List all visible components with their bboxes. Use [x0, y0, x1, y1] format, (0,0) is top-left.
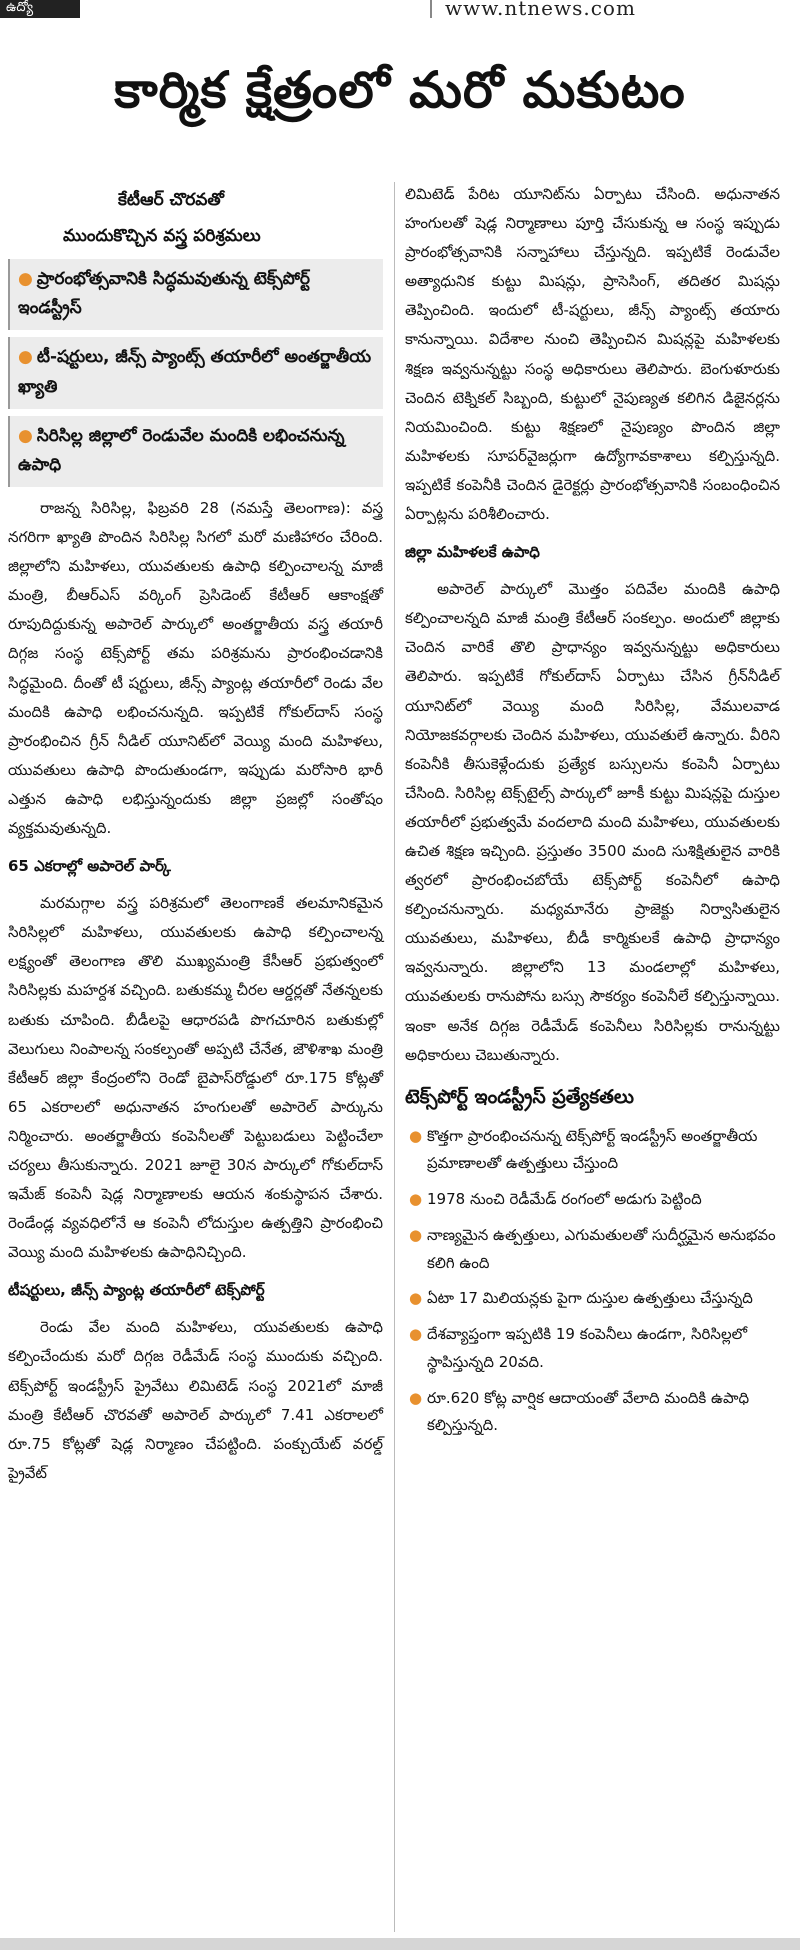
list-item-text: కొత్తగా ప్రారంభించనున్న టెక్స్‌పోర్ట్ ఇండస్ట్రీస్ అంతర్జాతీయ ప్రమాణాలతో ఉత్పత్తులు చేస్తుంది: [427, 1126, 758, 1173]
bullet-icon: ●: [18, 268, 33, 289]
bullet-icon: ●: [18, 425, 33, 446]
bottom-edge-strip: [0, 1938, 800, 1950]
body-paragraph: రాజన్న సిరిసిల్ల, ఫిబ్రవరి 28 (నమస్తే తెలంగాణ): వస్త్ర నగరిగా ఖ్యాతి పొందిన సిరిసిల్ల సిగలో మరో మణిహారం చేరింది. జిల్లాలోని మహిళలు, యువతులకు ఉపాధి కల్పించాలన్న మాజీ మంత్రి, బీఆర్ఎస్ వర్కింగ్ ప్రెసిడెంట్ కేటీఆర్ ఆకాంక్షతో రూపుదిద్దుకున్న అపారెల్ పార్కులో అంతర్జాతీయ వస్త్ర తయారీ దిగ్గజ సంస్థ టెక్స్‌పోర్ట్ తమ పరిశ్రమను ప్రారంభించడానికి సిద్ధమైంది. దీంతో టీ షర్టులు, జీన్స్ ప్యాంట్ల తయారీలో రెండు వేల మందికి ఉపాధి లభించనున్నది. ఇప్పటికే గోకుల్‌దాస్ సంస్థ ప్రారంభించిన గ్రీన్ నీడిల్ యూనిట్‌లో వెయ్యి మంది మహిళలు, యువతులు ఉపాధి పొందుతుండగా, ఇప్పుడు మరోసారి భారీ ఎత్తున ఉపాధి లభిస్తున్నందుకు జిల్లా ప్రజల్లో సంతోషం వ్యక్తమవుతున్నది.: [8, 499, 383, 838]
highlight-text: సిరిసిల్ల జిల్లాలో రెండువేల మందికి లభించనున్న ఉపాధి: [18, 425, 345, 476]
section-subheading: 65 ఎకరాల్లో అపారెల్ పార్క్: [8, 857, 171, 876]
list-item: [405, 1285, 780, 1313]
highlight-box: [8, 259, 383, 331]
kicker-line-2: ముందుకొచ్చిన వస్త్ర పరిశ్రమలు: [63, 225, 261, 246]
kicker-line-1: కేటీఆర్ చొరవతో: [118, 190, 224, 210]
highlight-box: [8, 416, 383, 488]
list-item-text: ఏటా 17 మిలియన్లకు పైగా దుస్తుల ఉత్పత్తులు చేస్తున్నది: [427, 1289, 753, 1308]
list-item-text: దేశవ్యాప్తంగా ఇప్పటికి 19 కంపెనీలు ఉండగా, సిరిసిల్లలో స్థాపిస్తున్నది 20వది.: [427, 1325, 748, 1371]
list-item-text: 1978 నుంచి రెడీమేడ్ రంగంలో అడుగు పెట్టింది: [427, 1190, 702, 1209]
article-headline: కార్మిక క్షేత్రంలో మరో మకుటం: [114, 61, 686, 119]
body-paragraph: మరమగ్గాల వస్త్ర పరిశ్రమలో తెలంగాణకే తలమానికమైన సిరిసిల్లలో మహిళలు, యువతులకు ఉపాధి కల్పించాలన్న లక్ష్యంతో తెలంగాణ తొలి ముఖ్యమంత్రి కేసీఆర్ ప్రభుత్వంలో సిరిసిల్లకు మహర్దశ వచ్చింది. బతుకమ్మ చీరల ఆర్డర్లతో నేతన్నలకు బతుకు చూపింది. బీడీలపై ఆధారపడి పొగచూరిన బతుకుల్లో వెలుగులు నింపాలన్న సంకల్పంతో అప్పటి చేనేత, జౌళిశాఖ మంత్రి కేటీఆర్ జిల్లా కేంద్రంలోని రెండో బైపాస్‌రోడ్డులో రూ.175 కోట్లతో 65 ఎకరాలలో అధునాతన హంగులతో అపారెల్ పార్కును నిర్మించారు. అంతర్జాతీయ కంపెనీలతో పెట్టుబడులు పెట్టించేలా చర్యలు తీసుకున్నారు. 2021 జూలై 30న పార్కులో గోకుల్‌దాస్ ఇమేజ్ కంపెనీ షెడ్ల నిర్మాణాలకు ఆయన శంకుస్థాపన చేశారు. రెండేండ్ల వ్యవధిలోనే ఆ కంపెనీ లోదుస్తుల ఉత్పత్తిని ప్రారంభించి వెయ్యి మంది మహిళలకు ఉపాధినిచ్చింది.: [8, 894, 383, 1262]
features-heading: టెక్స్‌పోర్ట్ ఇండస్ట్రీస్ ప్రత్యేకతలు: [405, 1085, 634, 1108]
section-subheading: టీషర్టులు, జీన్స్ ప్యాంట్ల తయారీలో టెక్స్‌పోర్ట్: [8, 1281, 265, 1300]
body-paragraph: అపారెల్ పార్కులో మొత్తం పదివేల మందికి ఉపాధి కల్పించాలన్నది మాజీ మంత్రి కేటీఆర్ సంకల్పం. అందులో జిల్లాకు చెందిన వారికే తొలి ప్రాధాన్యం ఇవ్వనున్నట్టు అధికారులు తెలిపారు. ఇప్పటికే గోకుల్‌దాస్ ఏర్పాటు చేసిన గ్రీన్‌నీడిల్ యూనిట్‌లో వెయ్యి మంది సిరిసిల్ల, వేములవాడ నియోజకవర్గాలకు చెందిన మహిళలు, యువతులే ఉన్నారు. వీరిని కంపెనీకి తీసుకెళ్లేందుకు ప్రత్యేక బస్సులను కంపెనీ ఏర్పాటు చేసింది. సిరిసిల్ల టెక్స్‌టైల్స్ పార్కులో జూకీ కుట్టు మిషన్లపై దుస్తుల తయారీలో ప్రభుత్వమే వందలాది మంది మహిళలు, యువతులకు ఉచిత శిక్షణ ఇచ్చింది. ప్రస్తుతం 3500 మంది సుశిక్షితులైన వారికి త్వరలో ప్రారంభించబోయే టెక్స్‌పోర్ట్ కంపెనీలో ఉపాధి కల్పించనున్నారు. మధ్యమానేరు ప్రాజెక్టు నిర్వాసితులైన యువతులు, మహిళలు, బీడీ కార్మికులకే ఉపాధి ప్రాధాన్యం ఇవ్వనున్నారు. జిల్లాలోని 13 మండలాల్లో మహిళలు, యువతులకు రానుపోను బస్సు సౌకర్యం కంపెనీలే కల్పిస్తున్నాయి. ఇంకా అనేక దిగ్గజ రెడీమేడ్ కంపెనీలు సిరిసిల్లకు రానున్నట్టు అధికారులు చెబుతున్నారు.: [405, 580, 780, 1064]
section-label: ఉద్యో: [0, 0, 80, 18]
bullet-icon: ●: [409, 1325, 423, 1344]
bullet-icon: ●: [409, 1190, 423, 1209]
list-item-text: నాణ్యమైన ఉత్పత్తులు, ఎగుమతులతో సుదీర్ఘమైన అనుభవం కలిగి ఉంది: [427, 1225, 776, 1272]
bullet-icon: ●: [409, 1126, 423, 1145]
masthead-strip: [0, 0, 800, 18]
masthead-divider: [430, 0, 432, 18]
list-item-text: రూ.620 కోట్ల వార్షిక ఆదాయంతో వేలాది మందికి ఉపాధి కల్పిస్తున్నది.: [427, 1388, 750, 1435]
highlight-text: ప్రారంభోత్సవానికి సిద్ధమవుతున్న టెక్స్‌పోర్ట్ ఇండస్ట్రీస్: [18, 268, 311, 319]
list-item: [405, 1186, 780, 1214]
bullet-icon: ●: [18, 347, 33, 367]
right-column: [405, 180, 780, 1448]
list-item: [405, 1385, 780, 1441]
website-url: www.ntnews.com: [445, 0, 636, 20]
highlight-text: టీ-షర్టులు, జీన్స్ ప్యాంట్స్ తయారీలో అంతర్జాతీయ ఖ్యాతి: [18, 347, 372, 397]
list-item: [405, 1321, 780, 1377]
list-item: [405, 1222, 780, 1278]
column-divider: [394, 182, 395, 1932]
highlight-box: [8, 337, 383, 409]
left-column: [8, 180, 383, 1488]
body-paragraph: రెండు వేల మంది మహిళలు, యువతులకు ఉపాధి కల్పించేందుకు మరో దిగ్గజ రెడీమేడ్ సంస్థ ముందుకు వచ్చింది. టెక్స్‌పోర్ట్ ఇండస్ట్రీస్ ప్రైవేటు లిమిటెడ్ సంస్థ 2021లో మాజీ మంత్రి కేటీఆర్ చొరవతో అపారెల్ పార్కులో 7.41 ఎకరాలలో రూ.75 కోట్లతో షెడ్ల నిర్మాణం చేపట్టింది. పంక్చుయేట్ వరల్డ్ ప్రైవేట్: [8, 1318, 383, 1482]
bullet-icon: ●: [409, 1388, 423, 1407]
bullet-icon: ●: [409, 1225, 423, 1244]
bullet-icon: ●: [409, 1289, 423, 1308]
body-paragraph: లిమిటెడ్ పేరిట యూనిట్‌ను ఏర్పాటు చేసింది. అధునాతన హంగులతో షెడ్ల నిర్మాణాలు పూర్తి చేసుకున్న ఆ సంస్థ ఇప్పుడు ప్రారంభోత్సవానికి సన్నాహాలు చేస్తున్నది. ఇప్పటికే రెండువేల అత్యాధునిక కుట్టు మిషన్లు, ప్రాసెసింగ్, తదితర మిషన్లు తెప్పించింది. ఇందులో టీ-షర్టులు, జీన్స్ ప్యాంట్స్ తయారు కానున్నాయి. విదేశాల నుంచి తెప్పించిన మిషన్లపై మహిళలకు శిక్షణ ఇవ్వనున్నట్టు సంస్థ అధికారులు తెలిపారు. బెంగుళూరుకు చెందిన టెక్నికల్ సిబ్బంది, కుట్టులో నైపుణ్యత కలిగిన డిజైనర్లను నియమించింది. కుట్టు శిక్షణలో నైపుణ్యం పొందిన జిల్లా మహిళలకు సూపర్‌వైజర్లుగా ఉద్యోగావకాశాలు కల్పిస్తున్నది. ఇప్పటికే కంపెనీకి చెందిన డైరెక్టర్లు ప్రారంభోత్సవానికి సంబంధించిన ఏర్పాట్లను పరిశీలించారు.: [405, 185, 780, 524]
list-item: [405, 1123, 780, 1179]
features-list: [405, 1123, 780, 1441]
section-subheading: జిల్లా మహిళలకే ఉపాధి: [405, 543, 540, 562]
